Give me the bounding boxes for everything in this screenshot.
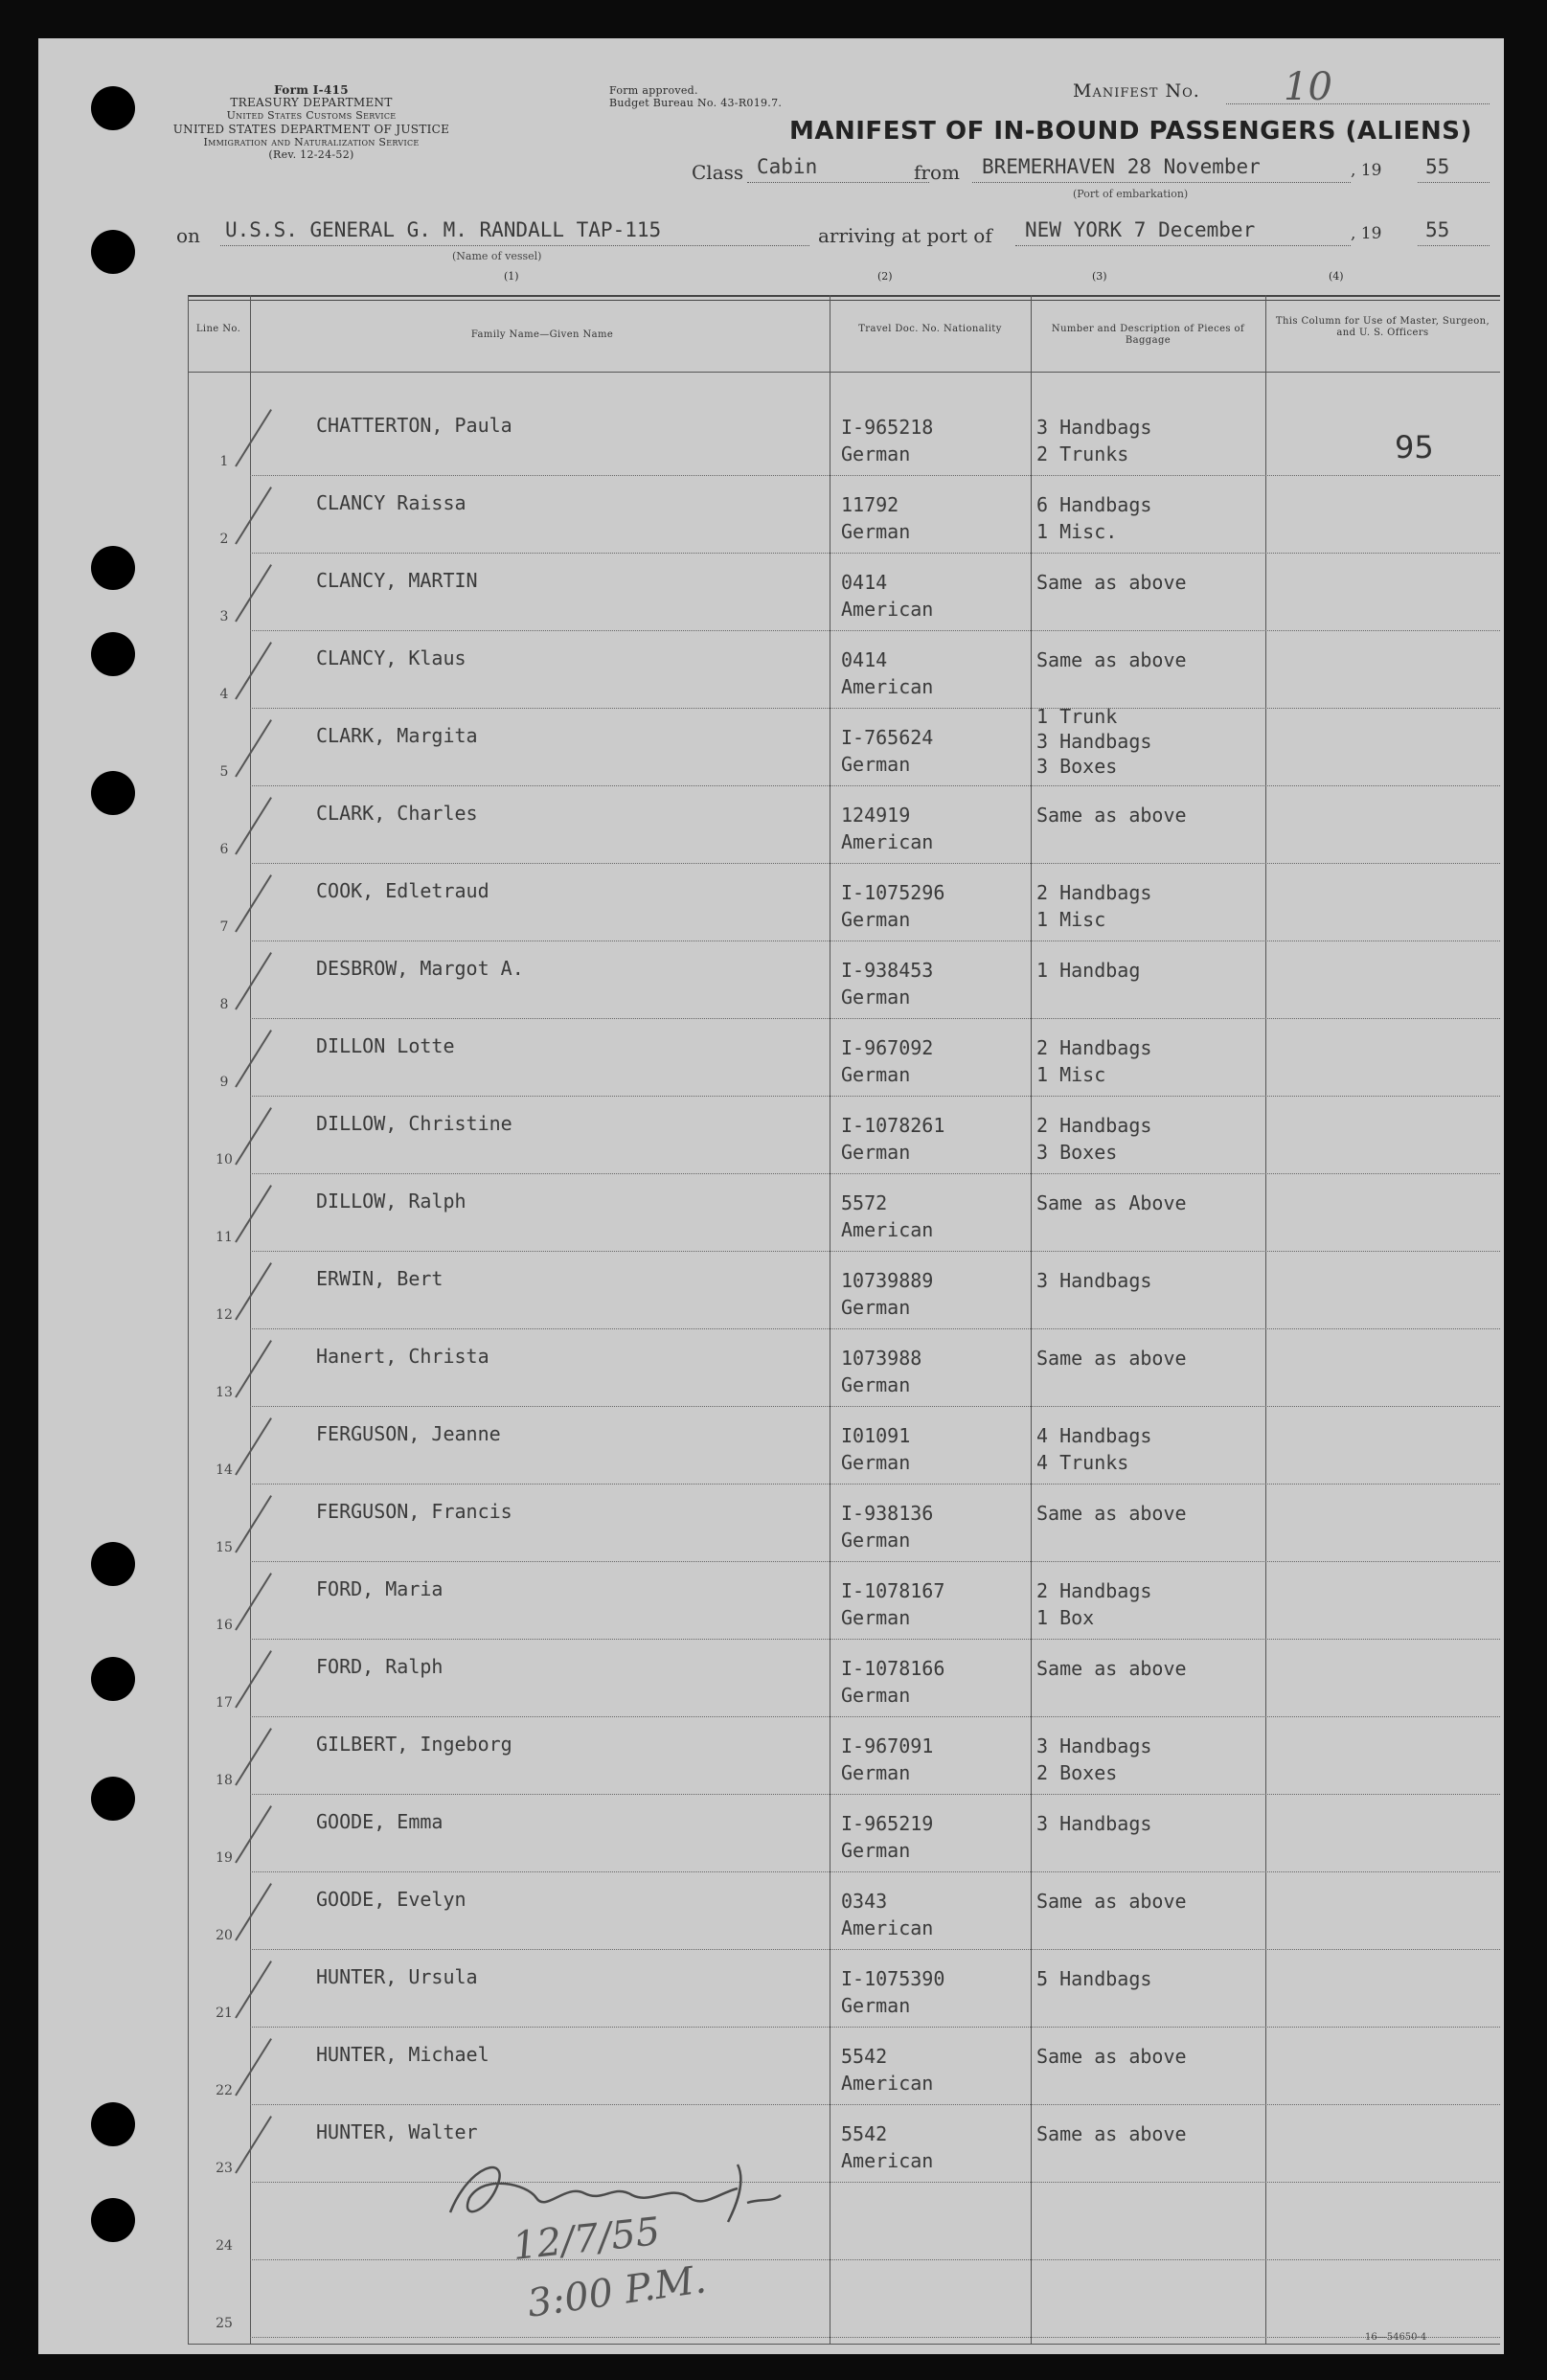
checkmark-icon	[235, 2116, 272, 2173]
checkmark-icon	[235, 1573, 272, 1630]
travel-doc-no: I-1075390	[841, 1967, 945, 1990]
table-row	[188, 1103, 1500, 1181]
class-label: Class	[692, 161, 744, 184]
passenger-name: DILLOW, Ralph	[316, 1190, 466, 1213]
baggage-line: 3 Handbags	[1036, 1734, 1152, 1757]
line-number: 7	[219, 919, 229, 935]
baggage-line: 1 Misc.	[1036, 520, 1118, 543]
passenger-name: CLANCY Raissa	[316, 491, 466, 514]
travel-doc-no: I01091	[841, 1424, 911, 1447]
checkmark-icon	[235, 564, 272, 622]
passenger-name: DESBROW, Margot A.	[316, 957, 524, 980]
travel-doc-no: 11792	[841, 493, 899, 516]
line-number: 19	[216, 1850, 233, 1866]
passenger-name: CHATTERTON, Paula	[316, 414, 512, 437]
travel-doc-no: I-1078166	[841, 1657, 945, 1680]
table-row	[188, 2267, 1500, 2345]
line-number: 8	[219, 997, 229, 1012]
checkmark-icon	[235, 1495, 272, 1553]
baggage-line: 2 Boxes	[1036, 1761, 1118, 1784]
table-row	[188, 1957, 1500, 2034]
travel-doc-no: 5542	[841, 2122, 888, 2145]
passenger-name: HUNTER, Ursula	[316, 1965, 478, 1988]
travel-doc-no: 0343	[841, 1890, 888, 1913]
line-number: 10	[216, 1152, 233, 1167]
checkmark-icon	[235, 487, 272, 544]
checkmark-icon	[235, 952, 272, 1009]
baggage-line: Same as above	[1036, 648, 1187, 671]
header-line-no: Line No.	[195, 324, 241, 334]
travel-doc-no: 5572	[841, 1191, 888, 1214]
travel-doc-no: I-938136	[841, 1502, 934, 1525]
nationality: German	[841, 753, 911, 776]
line-number: 11	[216, 1230, 233, 1245]
baggage-line: 1 Trunk	[1036, 705, 1118, 728]
baggage-line: 2 Handbags	[1036, 1114, 1152, 1137]
nationality: German	[841, 1761, 911, 1784]
nationality: German	[841, 1451, 911, 1474]
arrival-line	[1015, 245, 1351, 246]
header-officers: This Column for Use of Master, Surgeon, and U. S. Officers	[1275, 316, 1490, 338]
passenger-name: FORD, Ralph	[316, 1655, 444, 1678]
table-row	[188, 1258, 1500, 1336]
travel-doc-no: 10739889	[841, 1269, 934, 1292]
officer-count-note: 95	[1395, 429, 1434, 465]
passenger-name: Hanert, Christa	[316, 1345, 489, 1368]
form-approval	[609, 84, 782, 109]
nationality: American	[841, 1218, 934, 1241]
passenger-name: ERWIN, Bert	[316, 1267, 444, 1290]
dept-justice: UNITED STATES DEPARTMENT OF JUSTICE	[172, 123, 450, 136]
col-number-1: (1)	[504, 270, 519, 283]
travel-doc-no: 0414	[841, 648, 888, 671]
port-arrival: NEW YORK 7 December	[1025, 218, 1256, 241]
signature-time: 3:00 P.M.	[524, 2257, 710, 2326]
nationality: German	[841, 1606, 911, 1629]
baggage-line: 3 Boxes	[1036, 755, 1118, 778]
baggage-line: Same as above	[1036, 2122, 1187, 2145]
punch-hole	[91, 2102, 135, 2146]
table-row	[188, 1336, 1500, 1414]
year-line-2	[1418, 245, 1490, 246]
vessel-name: U.S.S. GENERAL G. M. RANDALL TAP-115	[225, 218, 662, 241]
baggage-line: 3 Boxes	[1036, 1141, 1118, 1164]
baggage-line: 1 Handbag	[1036, 959, 1141, 982]
checkmark-icon	[235, 1417, 272, 1475]
punch-hole	[91, 230, 135, 274]
nationality: American	[841, 2072, 934, 2095]
line-number: 14	[216, 1462, 233, 1478]
baggage-line: 3 Handbags	[1036, 730, 1152, 753]
nationality: American	[841, 598, 934, 621]
checkmark-icon	[235, 2038, 272, 2096]
table-row	[188, 871, 1500, 948]
line-number: 21	[216, 2006, 233, 2021]
table-row	[188, 1879, 1500, 1957]
checkmark-icon	[235, 1650, 272, 1708]
baggage-line: Same as Above	[1036, 1191, 1187, 1214]
punch-hole	[91, 86, 135, 130]
checkmark-icon	[235, 409, 272, 466]
table-row	[188, 2189, 1500, 2267]
punch-hole	[91, 1777, 135, 1821]
class-line	[747, 182, 929, 183]
passenger-name: DILLOW, Christine	[316, 1112, 512, 1135]
passenger-name: CLANCY, MARTIN	[316, 569, 478, 592]
form-revision: (Rev. 12-24-52)	[268, 148, 354, 161]
table-row	[188, 1414, 1500, 1491]
year-1: 55	[1425, 155, 1450, 178]
table-row	[188, 1724, 1500, 1802]
baggage-line: 3 Handbags	[1036, 1269, 1152, 1292]
passenger-name: FORD, Maria	[316, 1577, 444, 1600]
line-number: 16	[216, 1618, 233, 1633]
nationality: German	[841, 1839, 911, 1862]
header-baggage: Number and Description of Pieces of Baggage	[1051, 324, 1245, 346]
nationality: German	[841, 1994, 911, 2017]
line-number: 13	[216, 1385, 233, 1400]
form-number: Form I-415	[274, 83, 349, 97]
table-row	[188, 2034, 1500, 2112]
baggage-line: 6 Handbags	[1036, 493, 1152, 516]
travel-doc-no: I-938453	[841, 959, 934, 982]
dept-ins: Immigration and Naturalization Service	[203, 136, 420, 148]
passenger-name: DILLON Lotte	[316, 1034, 455, 1057]
table-row	[188, 1491, 1500, 1569]
line-number: 25	[216, 2316, 233, 2331]
dept-customs: United States Customs Service	[226, 109, 397, 122]
nationality: German	[841, 1373, 911, 1396]
travel-doc-no: I-765624	[841, 726, 934, 749]
table-row	[188, 483, 1500, 560]
passenger-name: COOK, Edletraud	[316, 879, 489, 902]
line-number: 4	[219, 687, 229, 702]
port-embarkation-caption: (Port of embarkation)	[1073, 188, 1189, 200]
punch-hole	[91, 771, 135, 815]
travel-doc-no: I-1078167	[841, 1579, 945, 1602]
travel-doc-no: 0414	[841, 571, 888, 594]
table-row	[188, 793, 1500, 871]
footer-code: 16—54650-4	[1365, 2332, 1427, 2343]
manifest-number-line	[1226, 103, 1490, 104]
travel-doc-no: I-965218	[841, 416, 934, 439]
vessel-caption: (Name of vessel)	[452, 250, 542, 262]
checkmark-icon	[235, 1728, 272, 1785]
table-row	[188, 2112, 1500, 2189]
checkmark-icon	[235, 1107, 272, 1165]
travel-doc-no: I-1078261	[841, 1114, 945, 1137]
line-number: 5	[219, 764, 229, 780]
line-number: 18	[216, 1773, 233, 1788]
dept-treasury: TREASURY DEPARTMENT	[230, 96, 393, 109]
baggage-line: 2 Handbags	[1036, 881, 1152, 904]
port-embarkation: BREMERHAVEN 28 November	[982, 155, 1261, 178]
year-prefix-2: , 19	[1351, 224, 1382, 243]
passenger-name: CLARK, Margita	[316, 724, 478, 747]
line-number: 1	[219, 454, 229, 469]
baggage-line: 1 Box	[1036, 1606, 1095, 1629]
checkmark-icon	[235, 1030, 272, 1087]
checkmark-icon	[235, 1883, 272, 1940]
year-line-1	[1418, 182, 1490, 183]
line-number: 3	[219, 609, 229, 624]
nationality: American	[841, 830, 934, 853]
line-number: 17	[216, 1695, 233, 1711]
table-row	[188, 948, 1500, 1026]
baggage-line: 5 Handbags	[1036, 1967, 1152, 1990]
manifest-title: MANIFEST OF IN-BOUND PASSENGERS (ALIENS)	[789, 117, 1472, 146]
travel-doc-no: 1073988	[841, 1347, 922, 1370]
checkmark-icon	[235, 1262, 272, 1320]
manifest-page	[38, 38, 1504, 2354]
passenger-name: GILBERT, Ingeborg	[316, 1733, 512, 1756]
baggage-line: 1 Misc	[1036, 908, 1106, 931]
signature-date: 12/7/55	[511, 2210, 663, 2269]
baggage-line: Same as above	[1036, 1502, 1187, 1525]
checkmark-icon	[235, 874, 272, 932]
line-number: 24	[216, 2238, 233, 2254]
table-row	[188, 1802, 1500, 1879]
baggage-line: 3 Handbags	[1036, 1812, 1152, 1835]
table-row	[188, 405, 1500, 483]
form-approved: Form approved.	[609, 84, 698, 97]
checkmark-icon	[235, 642, 272, 699]
year-2: 55	[1425, 218, 1450, 241]
vessel-line	[220, 245, 809, 246]
baggage-line: Same as above	[1036, 1890, 1187, 1913]
from-line	[972, 182, 1351, 183]
checkmark-icon	[235, 1805, 272, 1863]
nationality: German	[841, 1141, 911, 1164]
checkmark-icon	[235, 719, 272, 777]
nationality: American	[841, 2149, 934, 2172]
punch-hole	[91, 2198, 135, 2242]
manifest-number-label: Manifest No.	[1073, 80, 1200, 102]
passenger-table	[188, 295, 1500, 2345]
line-number: 12	[216, 1307, 233, 1323]
arriving-label: arriving at port of	[818, 224, 992, 247]
table-row	[188, 560, 1500, 638]
from-label: from	[914, 161, 960, 184]
baggage-line: 2 Trunks	[1036, 442, 1129, 465]
baggage-line: Same as above	[1036, 2045, 1187, 2068]
col-number-2: (2)	[877, 270, 893, 283]
passenger-name: HUNTER, Michael	[316, 2043, 489, 2066]
class-value: Cabin	[757, 155, 818, 178]
on-label: on	[176, 224, 200, 247]
passenger-name: CLANCY, Klaus	[316, 646, 466, 669]
punch-hole	[91, 1657, 135, 1701]
baggage-line: Same as above	[1036, 571, 1187, 594]
baggage-line: Same as above	[1036, 804, 1187, 827]
nationality: German	[841, 1063, 911, 1086]
budget-bureau: Budget Bureau No. 43-R019.7.	[609, 97, 783, 109]
line-number: 9	[219, 1075, 229, 1090]
baggage-line: 4 Handbags	[1036, 1424, 1152, 1447]
travel-doc-no: 124919	[841, 804, 911, 827]
baggage-line: 2 Handbags	[1036, 1036, 1152, 1059]
passenger-name: GOODE, Emma	[316, 1810, 444, 1833]
travel-doc-no: I-965219	[841, 1812, 934, 1835]
baggage-line: 2 Handbags	[1036, 1579, 1152, 1602]
nationality: German	[841, 908, 911, 931]
passenger-name: FERGUSON, Jeanne	[316, 1422, 501, 1445]
table-row	[188, 1646, 1500, 1724]
punch-hole	[91, 546, 135, 590]
nationality: German	[841, 1529, 911, 1552]
baggage-line: Same as above	[1036, 1347, 1187, 1370]
punch-hole	[91, 1542, 135, 1586]
travel-doc-no: I-967091	[841, 1734, 934, 1757]
table-row	[188, 1026, 1500, 1103]
col-number-4: (4)	[1329, 270, 1344, 283]
table-row	[188, 1181, 1500, 1258]
baggage-line: 3 Handbags	[1036, 416, 1152, 439]
baggage-line: 4 Trunks	[1036, 1451, 1129, 1474]
header-family-name: Family Name—Given Name	[470, 329, 614, 340]
line-number: 6	[219, 842, 229, 857]
nationality: German	[841, 442, 911, 465]
baggage-line: 1 Misc	[1036, 1063, 1106, 1086]
travel-doc-no: I-1075296	[841, 881, 945, 904]
checkmark-icon	[235, 797, 272, 854]
col-number-3: (3)	[1092, 270, 1107, 283]
line-number: 2	[219, 532, 229, 547]
passenger-name: FERGUSON, Francis	[316, 1500, 512, 1523]
line-number: 20	[216, 1928, 233, 1943]
passenger-name: GOODE, Evelyn	[316, 1888, 466, 1911]
travel-doc-no: 5542	[841, 2045, 888, 2068]
travel-doc-no: I-967092	[841, 1036, 934, 1059]
passenger-name: CLARK, Charles	[316, 802, 478, 825]
passenger-name: HUNTER, Walter	[316, 2120, 478, 2143]
checkmark-icon	[235, 1185, 272, 1242]
nationality: German	[841, 520, 911, 543]
table-row	[188, 638, 1500, 715]
punch-hole	[91, 632, 135, 676]
line-number: 23	[216, 2161, 233, 2176]
form-header-block	[168, 84, 455, 161]
line-number: 15	[216, 1540, 233, 1555]
year-prefix-1: , 19	[1351, 161, 1382, 180]
nationality: German	[841, 1684, 911, 1707]
nationality: American	[841, 1916, 934, 1939]
line-number: 22	[216, 2083, 233, 2098]
header-travel-doc: Travel Doc. No. Nationality	[858, 324, 1002, 334]
nationality: German	[841, 1296, 911, 1319]
table-row	[188, 1569, 1500, 1646]
checkmark-icon	[235, 1961, 272, 2018]
manifest-number-value: 10	[1284, 65, 1332, 109]
nationality: American	[841, 675, 934, 698]
table-row	[188, 705, 1500, 793]
baggage-line: Same as above	[1036, 1657, 1187, 1680]
checkmark-icon	[235, 1340, 272, 1397]
nationality: German	[841, 986, 911, 1009]
